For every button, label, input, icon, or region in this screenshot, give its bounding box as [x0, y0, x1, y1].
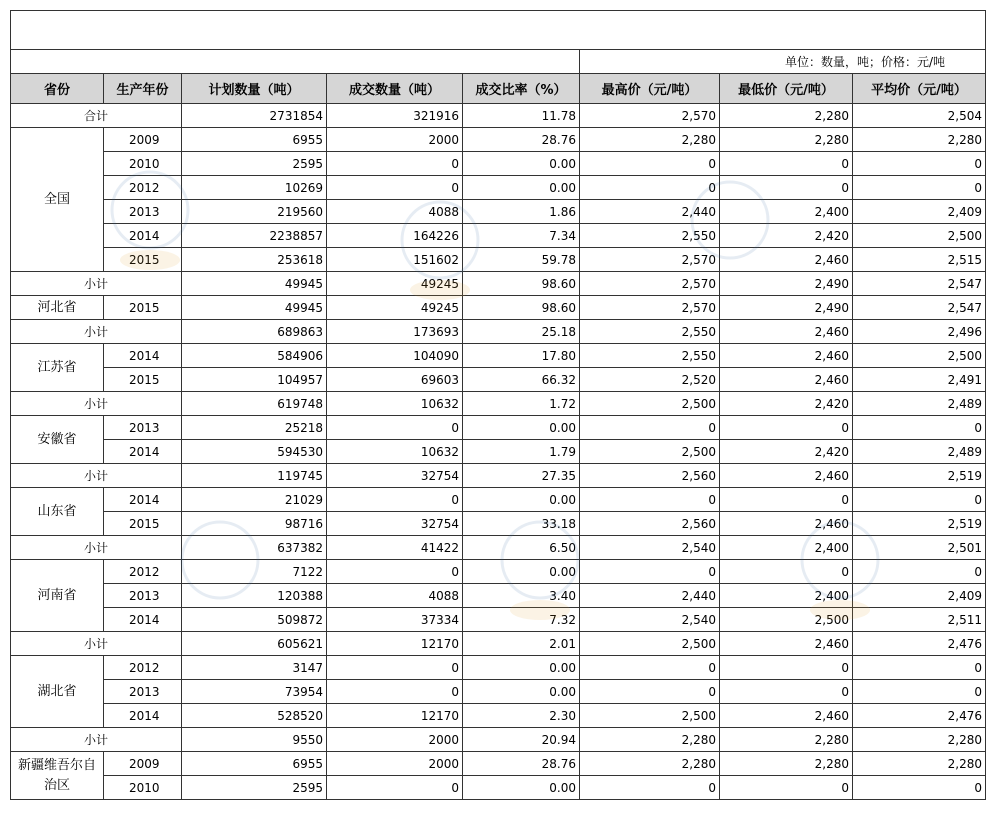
cell-high: 2,550 [580, 344, 720, 368]
cell-avg: 0 [853, 776, 986, 800]
table-row [11, 224, 986, 248]
table-row [11, 152, 986, 176]
cell-plan: 509872 [182, 608, 327, 632]
subtotal-row [11, 536, 986, 560]
cell-high: 2,500 [580, 632, 720, 656]
cell-plan: 73954 [182, 680, 327, 704]
cell-high: 0 [580, 656, 720, 680]
cell-deal: 151602 [327, 248, 463, 272]
cell-year: 2014 [104, 224, 182, 248]
header-avg: 平均价（元/吨） [853, 74, 986, 104]
cell-deal: 0 [327, 416, 463, 440]
cell-high: 2,570 [580, 248, 720, 272]
cell-year: 2009 [104, 128, 182, 152]
cell-avg: 2,280 [853, 728, 986, 752]
cell-avg: 2,489 [853, 440, 986, 464]
header-high: 最高价（元/吨） [580, 74, 720, 104]
cell-year: 2015 [104, 368, 182, 392]
cell-low: 0 [720, 488, 853, 512]
subtotal-label: 小计 [11, 632, 182, 656]
header-deal: 成交数量（吨） [327, 74, 463, 104]
table-row [11, 296, 986, 320]
header-row [11, 74, 986, 104]
cell-avg: 2,409 [853, 200, 986, 224]
cell-year: 2014 [104, 440, 182, 464]
cell-low: 2,280 [720, 128, 853, 152]
subtotal-label: 小计 [11, 464, 182, 488]
cell-low: 2,280 [720, 728, 853, 752]
table-row [11, 584, 986, 608]
cell-low: 0 [720, 656, 853, 680]
cell-plan: 98716 [182, 512, 327, 536]
cell-deal: 0 [327, 680, 463, 704]
cell-year: 2014 [104, 344, 182, 368]
cell-deal: 4088 [327, 200, 463, 224]
cell-deal: 4088 [327, 584, 463, 608]
province-cell: 安徽省 [11, 416, 104, 464]
cell-year: 2014 [104, 488, 182, 512]
unit-row-blank [11, 50, 580, 74]
cell-avg: 2,547 [853, 296, 986, 320]
cell-rate: 17.80 [463, 344, 580, 368]
province-cell: 全国 [11, 128, 104, 272]
province-cell: 新疆维吾尔自治区 [11, 752, 104, 800]
cell-plan: 49945 [182, 296, 327, 320]
cell-rate: 7.34 [463, 224, 580, 248]
cell-year: 2015 [104, 512, 182, 536]
cell-rate: 33.18 [463, 512, 580, 536]
province-cell: 江苏省 [11, 344, 104, 392]
cell-year: 2013 [104, 200, 182, 224]
cell-avg: 2,491 [853, 368, 986, 392]
cell-year: 2014 [104, 704, 182, 728]
cell-avg: 0 [853, 152, 986, 176]
cell-plan: 2595 [182, 776, 327, 800]
table-row [11, 176, 986, 200]
cell-plan: 25218 [182, 416, 327, 440]
cell-high: 2,560 [580, 512, 720, 536]
cell-plan: 3147 [182, 656, 327, 680]
cell-low: 2,460 [720, 704, 853, 728]
cell-low: 2,420 [720, 392, 853, 416]
cell-rate: 66.32 [463, 368, 580, 392]
cell-rate: 98.60 [463, 272, 580, 296]
cell-high: 0 [580, 776, 720, 800]
cell-deal: 0 [327, 176, 463, 200]
cell-high: 0 [580, 152, 720, 176]
cell-deal: 49245 [327, 296, 463, 320]
cell-avg: 2,476 [853, 632, 986, 656]
cell-deal: 164226 [327, 224, 463, 248]
cell-deal: 0 [327, 656, 463, 680]
cell-low: 0 [720, 416, 853, 440]
cell-low: 2,420 [720, 224, 853, 248]
cell-rate: 7.32 [463, 608, 580, 632]
cell-low: 2,280 [720, 752, 853, 776]
total-label: 合计 [11, 104, 182, 128]
cell-year: 2012 [104, 176, 182, 200]
cell-plan: 10269 [182, 176, 327, 200]
cell-rate: 0.00 [463, 656, 580, 680]
cell-deal: 12170 [327, 632, 463, 656]
cell-rate: 0.00 [463, 176, 580, 200]
cell-low: 0 [720, 560, 853, 584]
subtotal-label: 小计 [11, 728, 182, 752]
cell-high: 2,570 [580, 296, 720, 320]
cell-rate: 0.00 [463, 560, 580, 584]
cell-rate: 25.18 [463, 320, 580, 344]
cell-avg: 2,496 [853, 320, 986, 344]
cell-avg: 2,409 [853, 584, 986, 608]
cell-rate: 0.00 [463, 776, 580, 800]
table-row [11, 416, 986, 440]
province-cell: 山东省 [11, 488, 104, 536]
province-cell: 湖北省 [11, 656, 104, 728]
cell-low: 2,280 [720, 104, 853, 128]
cell-year: 2013 [104, 416, 182, 440]
cell-avg: 2,500 [853, 224, 986, 248]
table-row [11, 512, 986, 536]
cell-low: 2,400 [720, 536, 853, 560]
cell-low: 0 [720, 680, 853, 704]
subtotal-label: 小计 [11, 536, 182, 560]
cell-plan: 104957 [182, 368, 327, 392]
cell-year: 2013 [104, 584, 182, 608]
cell-high: 2,500 [580, 704, 720, 728]
cell-avg: 2,501 [853, 536, 986, 560]
cell-plan: 219560 [182, 200, 327, 224]
subtotal-label: 小计 [11, 392, 182, 416]
cell-low: 2,400 [720, 200, 853, 224]
cell-deal: 0 [327, 488, 463, 512]
cell-plan: 119745 [182, 464, 327, 488]
cell-plan: 637382 [182, 536, 327, 560]
subtotal-label: 小计 [11, 320, 182, 344]
header-low: 最低价（元/吨） [720, 74, 853, 104]
cell-avg: 2,519 [853, 512, 986, 536]
subtotal-row [11, 392, 986, 416]
cell-low: 2,460 [720, 320, 853, 344]
cell-plan: 2238857 [182, 224, 327, 248]
cell-plan: 6955 [182, 128, 327, 152]
cell-avg: 0 [853, 680, 986, 704]
cell-avg: 0 [853, 488, 986, 512]
cell-high: 0 [580, 680, 720, 704]
cell-low: 2,460 [720, 632, 853, 656]
cell-deal: 173693 [327, 320, 463, 344]
cell-low: 2,460 [720, 368, 853, 392]
cell-deal: 2000 [327, 752, 463, 776]
table-row [11, 560, 986, 584]
cell-avg: 0 [853, 176, 986, 200]
cell-avg: 0 [853, 416, 986, 440]
cell-plan: 6955 [182, 752, 327, 776]
cell-year: 2015 [104, 248, 182, 272]
cell-rate: 0.00 [463, 416, 580, 440]
subtotal-row [11, 632, 986, 656]
cell-year: 2012 [104, 560, 182, 584]
cell-avg: 0 [853, 560, 986, 584]
cell-low: 2,420 [720, 440, 853, 464]
table-row [11, 776, 986, 800]
unit-row [11, 50, 986, 74]
cell-high: 2,570 [580, 272, 720, 296]
cell-rate: 11.78 [463, 104, 580, 128]
cell-avg: 2,489 [853, 392, 986, 416]
cell-year: 2010 [104, 152, 182, 176]
cell-low: 2,460 [720, 344, 853, 368]
cell-avg: 0 [853, 656, 986, 680]
cell-plan: 584906 [182, 344, 327, 368]
cell-rate: 2.01 [463, 632, 580, 656]
cell-high: 2,520 [580, 368, 720, 392]
cell-avg: 2,280 [853, 752, 986, 776]
header-province: 省份 [11, 74, 104, 104]
cell-high: 2,440 [580, 200, 720, 224]
subtotal-row [11, 728, 986, 752]
cell-rate: 3.40 [463, 584, 580, 608]
table-row [11, 704, 986, 728]
cell-low: 2,400 [720, 584, 853, 608]
cell-plan: 253618 [182, 248, 327, 272]
title-cell [11, 11, 986, 50]
cell-year: 2013 [104, 680, 182, 704]
cell-plan: 120388 [182, 584, 327, 608]
cell-high: 0 [580, 488, 720, 512]
table-row [11, 368, 986, 392]
cell-avg: 2,515 [853, 248, 986, 272]
cell-deal: 41422 [327, 536, 463, 560]
table-row [11, 608, 986, 632]
cell-deal: 49245 [327, 272, 463, 296]
table-row [11, 680, 986, 704]
table-row [11, 248, 986, 272]
cell-plan: 528520 [182, 704, 327, 728]
cell-rate: 27.35 [463, 464, 580, 488]
results-table [10, 10, 986, 800]
cell-year: 2014 [104, 608, 182, 632]
table-row [11, 440, 986, 464]
province-cell: 河北省 [11, 296, 104, 320]
cell-plan: 619748 [182, 392, 327, 416]
subtotal-row [11, 320, 986, 344]
cell-plan: 689863 [182, 320, 327, 344]
cell-avg: 2,511 [853, 608, 986, 632]
table-row [11, 752, 986, 776]
cell-high: 2,540 [580, 608, 720, 632]
cell-avg: 2,500 [853, 344, 986, 368]
subtotal-row [11, 464, 986, 488]
cell-plan: 594530 [182, 440, 327, 464]
cell-high: 2,280 [580, 728, 720, 752]
cell-rate: 98.60 [463, 296, 580, 320]
cell-year: 2012 [104, 656, 182, 680]
cell-year: 2009 [104, 752, 182, 776]
cell-avg: 2,476 [853, 704, 986, 728]
cell-plan: 605621 [182, 632, 327, 656]
cell-avg: 2,280 [853, 128, 986, 152]
cell-plan: 21029 [182, 488, 327, 512]
cell-deal: 0 [327, 152, 463, 176]
cell-plan: 7122 [182, 560, 327, 584]
cell-deal: 0 [327, 776, 463, 800]
cell-plan: 49945 [182, 272, 327, 296]
table-row [11, 128, 986, 152]
auction-results-sheet [10, 10, 985, 800]
cell-avg: 2,519 [853, 464, 986, 488]
cell-avg: 2,547 [853, 272, 986, 296]
cell-plan: 2731854 [182, 104, 327, 128]
cell-high: 2,280 [580, 128, 720, 152]
cell-high: 2,500 [580, 440, 720, 464]
cell-low: 2,460 [720, 512, 853, 536]
cell-high: 2,500 [580, 392, 720, 416]
cell-high: 2,440 [580, 584, 720, 608]
cell-high: 0 [580, 416, 720, 440]
cell-deal: 10632 [327, 440, 463, 464]
cell-deal: 10632 [327, 392, 463, 416]
cell-deal: 0 [327, 560, 463, 584]
table-row [11, 200, 986, 224]
cell-high: 2,280 [580, 752, 720, 776]
cell-deal: 321916 [327, 104, 463, 128]
cell-high: 0 [580, 560, 720, 584]
header-plan: 计划数量（吨） [182, 74, 327, 104]
cell-rate: 1.79 [463, 440, 580, 464]
cell-rate: 1.72 [463, 392, 580, 416]
subtotal-row [11, 272, 986, 296]
cell-deal: 104090 [327, 344, 463, 368]
unit-note: 单位：数量，吨；价格：元/吨 [580, 50, 986, 74]
cell-high: 2,550 [580, 224, 720, 248]
cell-low: 2,460 [720, 464, 853, 488]
cell-low: 0 [720, 152, 853, 176]
cell-rate: 0.00 [463, 152, 580, 176]
cell-rate: 0.00 [463, 680, 580, 704]
cell-rate: 2.30 [463, 704, 580, 728]
cell-deal: 32754 [327, 512, 463, 536]
cell-plan: 2595 [182, 152, 327, 176]
cell-rate: 28.76 [463, 128, 580, 152]
province-cell: 河南省 [11, 560, 104, 632]
subtotal-label: 小计 [11, 272, 182, 296]
cell-high: 2,550 [580, 320, 720, 344]
cell-avg: 2,504 [853, 104, 986, 128]
cell-year: 2015 [104, 296, 182, 320]
total-row [11, 104, 986, 128]
cell-rate: 59.78 [463, 248, 580, 272]
cell-plan: 9550 [182, 728, 327, 752]
cell-rate: 1.86 [463, 200, 580, 224]
cell-high: 2,540 [580, 536, 720, 560]
header-rate: 成交比率（%） [463, 74, 580, 104]
cell-rate: 6.50 [463, 536, 580, 560]
cell-low: 2,490 [720, 296, 853, 320]
cell-deal: 32754 [327, 464, 463, 488]
cell-deal: 2000 [327, 128, 463, 152]
title-row [11, 11, 986, 50]
cell-low: 0 [720, 776, 853, 800]
cell-deal: 37334 [327, 608, 463, 632]
cell-rate: 28.76 [463, 752, 580, 776]
cell-high: 2,570 [580, 104, 720, 128]
cell-high: 2,560 [580, 464, 720, 488]
cell-high: 0 [580, 176, 720, 200]
cell-rate: 20.94 [463, 728, 580, 752]
cell-low: 2,460 [720, 248, 853, 272]
cell-deal: 2000 [327, 728, 463, 752]
cell-low: 0 [720, 176, 853, 200]
cell-rate: 0.00 [463, 488, 580, 512]
header-year: 生产年份 [104, 74, 182, 104]
table-row [11, 656, 986, 680]
cell-deal: 12170 [327, 704, 463, 728]
cell-deal: 69603 [327, 368, 463, 392]
cell-year: 2010 [104, 776, 182, 800]
cell-low: 2,490 [720, 272, 853, 296]
table-row [11, 344, 986, 368]
table-row [11, 488, 986, 512]
cell-low: 2,500 [720, 608, 853, 632]
